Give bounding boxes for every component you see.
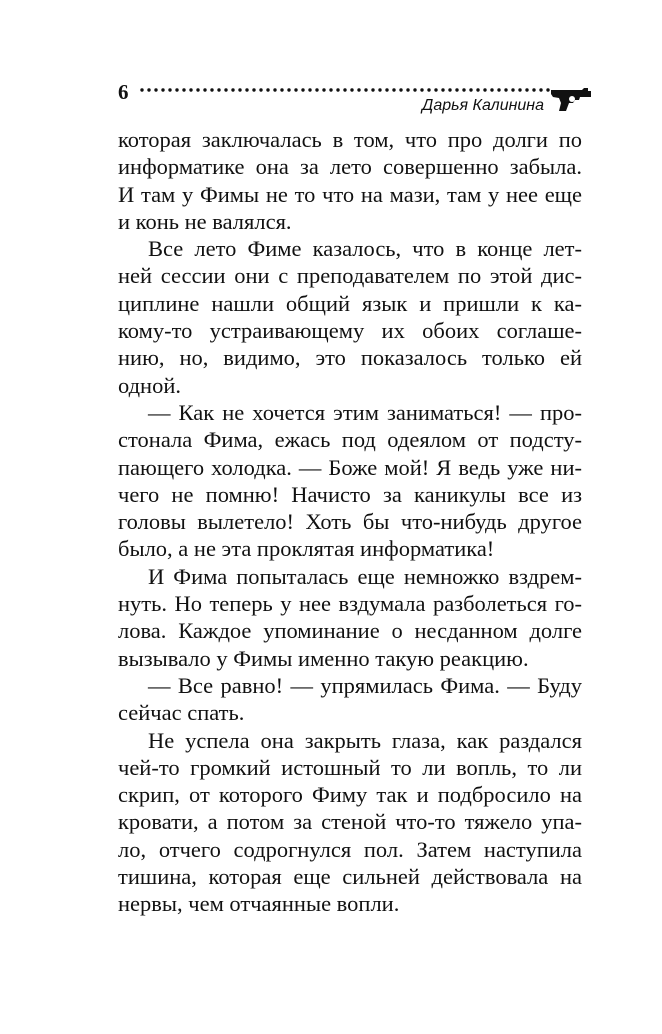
text-line: циплине нашли общий язык и пришли к ка-	[118, 290, 582, 316]
text-line: Не успела она закрыть глаза, как раздался	[148, 727, 582, 753]
text-line: было, а не эта проклятая информатика!	[118, 536, 495, 562]
paragraph-4	[118, 563, 582, 672]
text-line: стонала Фима, ежась под одеялом от подсту-	[118, 427, 582, 453]
text-line: ней сессии они с преподавателем по этой дис-	[118, 263, 582, 289]
text-line: тишина, которая еще сильней действовала на	[118, 864, 582, 890]
text-line: которая заключалась в том, что про долги по	[118, 127, 582, 152]
paragraph-1	[118, 126, 582, 235]
text-line: сейчас спать.	[118, 700, 245, 726]
text-line: — Все равно! — упрямилась Фима. — Буду	[148, 672, 582, 698]
text-line: Все лето Фиме казалось, что в конце лет-	[148, 236, 582, 262]
dots-group	[140, 88, 549, 91]
text-line: И там у Фимы не то что на мази, там у нее еще	[118, 181, 582, 207]
paragraph-5	[118, 672, 582, 727]
text-line: скрип, от которого Фиму так и подбросило на	[118, 782, 582, 808]
text-line: нуть. Но теперь у нее вздумала разболеться го-	[118, 591, 582, 617]
header-dotted-rule	[140, 86, 550, 94]
paragraph-6	[118, 727, 582, 918]
text-line: головы вылетело! Хоть бы что-нибудь другое	[118, 509, 582, 535]
text-line: ло, отчего содрогнулся пол. Затем наступила	[118, 836, 582, 862]
text-line: вызывало у Фимы именно такую реакцию.	[118, 645, 529, 671]
text-line: чей-то громкий истошный то ли вопль, то ли	[118, 754, 582, 780]
text-line: нервы, чем отчаянные вопли.	[118, 891, 400, 917]
text-line: чего не помню! Начисто за каникулы все из	[118, 481, 582, 507]
text-line: И Фима попыталась еще немножко вздрем-	[148, 563, 582, 589]
paragraph-3	[118, 399, 582, 563]
text-line: — Как не хочется этим заниматься! — про-	[148, 399, 582, 425]
page-number: 6	[118, 80, 129, 104]
text-line: пающего холодка. — Боже мой! Я ведь уже ни-	[118, 454, 582, 480]
text-line: нию, но, видимо, это показалось только ей	[118, 345, 582, 371]
text-line: кому-то устраивающему их обоих соглаше-	[118, 318, 582, 344]
pistol-icon	[549, 82, 593, 112]
body-text	[118, 126, 582, 918]
text-line: одной.	[118, 372, 182, 398]
running-header-author: Дарья Калинина	[422, 97, 544, 114]
text-line: информатике она за лето совершенно забыла.	[118, 154, 582, 180]
text-line: лова. Каждое упоминание о несданном долге	[118, 618, 582, 644]
paragraph-2	[118, 235, 582, 399]
text-line: и конь не валялся.	[118, 208, 292, 234]
text-line: кровати, а потом за стеной что-то тяжело упа-	[118, 809, 582, 835]
